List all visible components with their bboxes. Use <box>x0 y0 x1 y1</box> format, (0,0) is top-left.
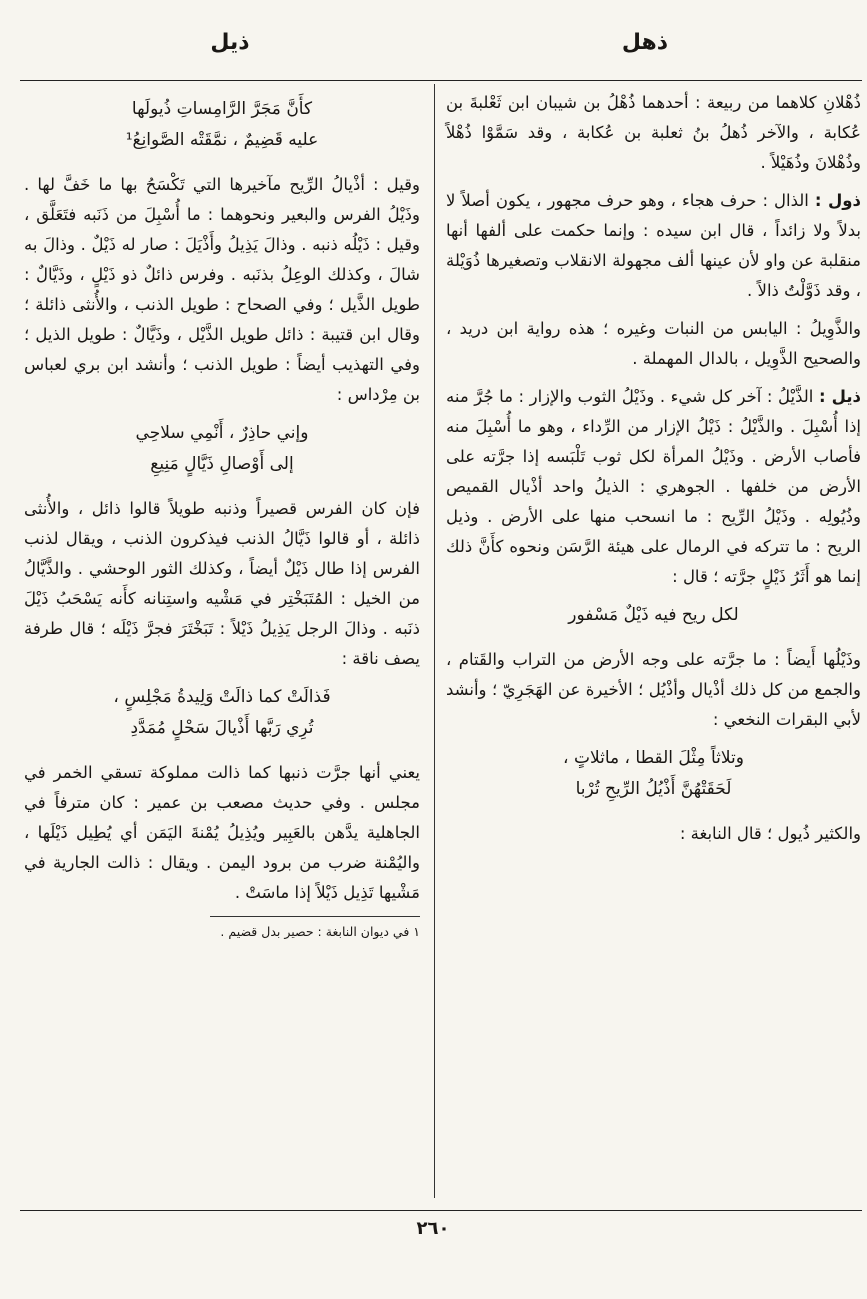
bottom-rule <box>20 1210 862 1211</box>
paragraph-adhyal: وقيل : أذْيالُ الرِّيح مآخيرها التي تَكْسَحُ بها ما خَفَّ لها . وذَيْلُ الفرس والبعير ونحوهما : ما أُسْبِلَ من ذَنَبه فتَعَلَّق ، وقيل : ذَيْلُه ذنبه . وذالَ يَذِيلُ وأَذْيَلَ : صار له ذَيْلٌ . وذالَ به شالَ ، وكذلك الوعِلُ بذنَبه . وفرس ذائلٌ ذو ذَيْلٍ ، وذَيَّالٌ : طويل الذَّيل ؛ وفي الصحاح : طويل الذنب ، والأُنثى ذائلة ؛ وقال ابن قتيبة : ذائل طويل الذَّيْل ، وذَيَّالٌ : طويل الذيل ؛ وفي التهذيب أيضاً : طويل الذنب ؛ وأنشد ابن بري لعباس بن مِرْداس : <box>24 175 420 404</box>
verse-line: عليه قَضِيمٌ ، نمَّقَتْه الصَّوانِعُ¹ <box>125 130 319 150</box>
verse-line: إلى أَوْصالِ ذَيَّالٍ مَنِيعِ <box>150 454 294 474</box>
footnote-separator <box>210 916 420 917</box>
verse-line: لكل ريح فيه ذَيْلٌ مَسْفور <box>568 605 739 625</box>
verse-line: وتلاثاً مِثْلَ القطا ، ماثلاتٍ ، <box>563 748 744 768</box>
verse-left-2 <box>24 418 420 480</box>
running-head-right: ذهل <box>621 30 669 55</box>
entry-head-dhayl: ذيل : <box>818 387 862 406</box>
verse-left-3 <box>24 682 420 744</box>
paragraph-dhuhlan: ذُهْلانِ كلاهما من ربيعة : أحدهما ذُهْلُ بن شيبان ابن ثَعْلبةَ بن عُكابة ، والآخر ذُهلُ بنُ ثعلبة بن عُكابة ، وقد سَمَّوْا ذُهْلاً وذُهْلانَ وذُهَيْلاً . <box>446 93 861 172</box>
right-column <box>440 88 865 857</box>
verse-line: كأَنَّ مَجَرَّ الرَّامِساتِ ذُيولَها <box>131 99 313 119</box>
verse-line: تُرِي رَبَّها أَذْيالَ سَحْلٍ مُمَدَّدِ <box>130 718 314 738</box>
verse-right-2 <box>446 743 861 805</box>
verse-line: فَذالَتْ كما ذالَتْ وَلِيدةُ مَجْلِسٍ ، <box>113 687 331 707</box>
paragraph-dhuyul: والكثير ذُيول ؛ قال النابغة : <box>679 824 861 843</box>
page-number: ٢٦٠ <box>416 1218 450 1239</box>
paragraph-dhawil: والذَّوِيلُ : اليابس من النبات وغيره ؛ هذه رواية ابن دريد ، والصحيح الذَّوِيل ، بالدال المهملة . <box>446 319 861 368</box>
paragraph-mus-ab: يعني أنها جرَّت ذنبها كما ذالت مملوكة تسقي الخمر في مجلس . وفي حديث مصعب بن عمير : كان مترفاً في الجاهلية يدَّهن بالعَبِير ويُذِيلُ يُمْنةَ اليَمَن أي يُطِيل ذَيْلَها ، واليُمْنة ضرب من برود اليمن . ويقال : ذالت الجارية في مَشْيها تَذِيل ذَيْلاً إذا ماسَتْ . <box>24 763 420 902</box>
paragraph-dhayyal: فإن كان الفرس قصيراً وذنبه طويلاً قالوا ذائل ، والأُنثى ذائلة ، أو قالوا ذَيَّالُ الذنب فيذكرون الذنب ، ويقال لذنب الفرس إذا طال ذَيْلٌ أيضاً ، وكذلك الثور الوحشي . والذَّيَّالُ من الخيل : المُتَبَخْتِر في مَشْيه واستِنانه كأَنه يَسْحَبُ ذَيْلَ ذنَبه . وذالَ الرجل يَذِيلُ ذَيْلاً : تَبَخْتَرَ فجرَّ ذَيْلَه ؛ قال طرفة يصف ناقة : <box>24 499 420 668</box>
verse-left-1 <box>24 94 420 156</box>
left-column <box>20 88 428 941</box>
verse-line: لَحَقَتْهُنَّ أَذْيُلُ الرِّيحِ تُرْبا <box>575 779 732 799</box>
top-rule <box>20 80 862 81</box>
entry-head-dhawl: ذول : <box>814 191 862 210</box>
verse-line: وإني حاذِرٌ ، أَنْمِي سلاحِي <box>135 423 309 443</box>
column-divider <box>434 84 435 1198</box>
running-head-left: ذيل <box>210 30 250 55</box>
entry-dhayl <box>446 382 861 592</box>
entry-body-dhawl: الذال : حرف هجاء ، وهو حرف مجهور ، يكون أصلاً لا بدلاً ولا زائداً ، قال ابن سيده : وإنما حكمت على ألفها أنها منقلبة عن واو لأن عينها ألف مجهولة الانقلاب وتصغيرها ذُوَيْلة ، وقد ذَوَّلْتُ ذالاً . <box>446 191 861 300</box>
footnote: ١ في ديوان النابغة : حصير بدل قضيم . <box>220 924 420 939</box>
verse-right-1 <box>446 600 861 631</box>
entry-body-dhayl: الذَّيْلُ : آخر كل شيء . وذَيْلُ الثوب والإزار : ما جُرَّ منه إذا أُسْبِلَ . والذَّيْلُ : ذَيْلُ الإزار من الرِّداء ، وهو ما أُسْبِلَ منه فأصاب الأرض . وذَيْلُ المرأة لكل ثوب تَلْبَسه إذا جرَّته على الأرض من خلفها . الجوهري : الذيلُ واحد أذْيال القميص وذُيُولِه . وذَيْلُ الرِّيح : ما انسحب منها على الأرض . وذيل الريح : ما تتركه في الرمال على هيئة الرَّسَن ونحوه كأَنَّ ذلك إنما هو أَثَرُ ذَيْلٍ جرَّته ؛ قال : <box>446 387 861 586</box>
paragraph-dhayluha: وذَيْلُها أَيضاً : ما جرَّته على وجه الأرض من التراب والقَتام ، والجمع من كل ذلك أذْيال وأذْيُل ؛ الأخيرة عن الهَجَرِيّ ؛ وأنشد لأبي البقرات النخعي : <box>446 650 861 729</box>
entry-dhawl <box>446 186 861 306</box>
